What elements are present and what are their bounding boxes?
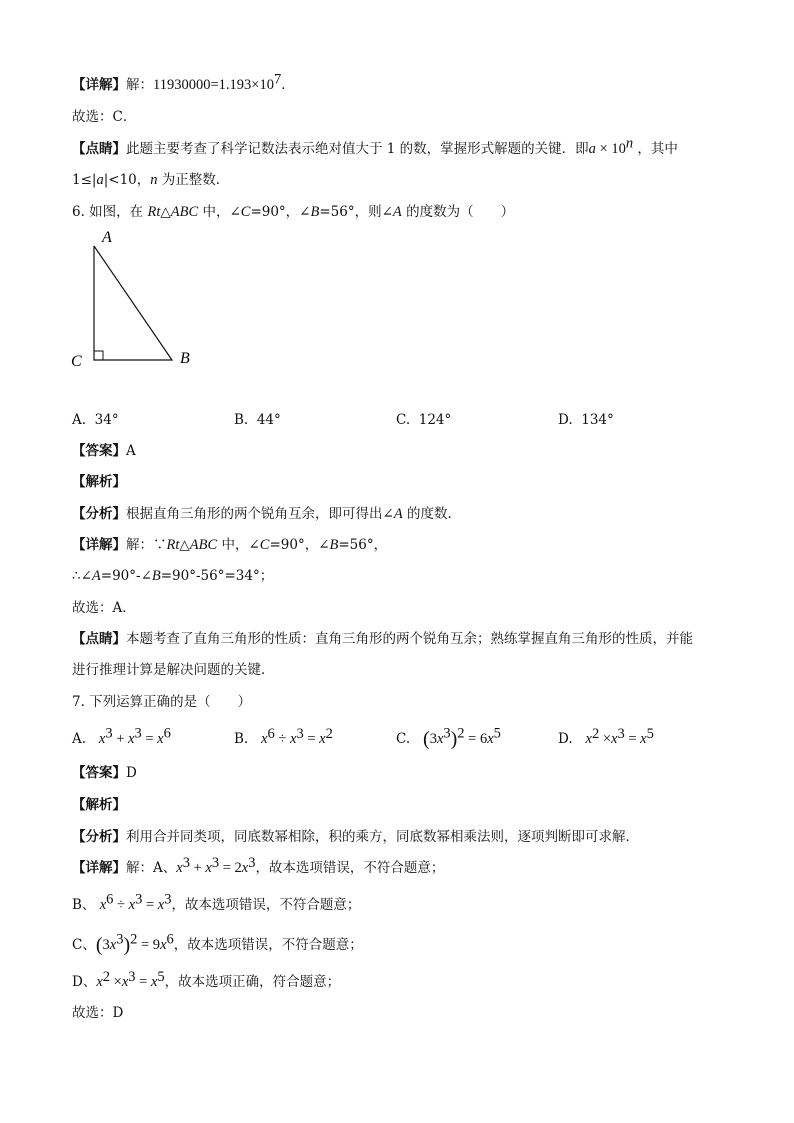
math-x: x	[157, 897, 165, 913]
detail-part: 解：∵	[126, 537, 167, 553]
math-exp: 3	[128, 969, 136, 986]
math-coef: 3	[102, 937, 110, 953]
q7-number: 7.	[72, 694, 85, 710]
q6-c: C	[240, 204, 251, 220]
math-x: x	[585, 731, 592, 747]
q7-detail-b	[72, 891, 361, 914]
q6-option-c[interactable]	[396, 411, 451, 429]
math-exp: 2	[102, 969, 111, 986]
math-exp: 6	[106, 891, 114, 908]
math-x: x	[160, 937, 167, 953]
detail-part: =90°，∠	[269, 537, 330, 553]
math-eq: =	[303, 731, 320, 747]
q7-detail-a	[72, 855, 445, 877]
option-letter: A.	[72, 731, 87, 747]
detail-part: =56°，	[338, 537, 388, 553]
comment-tag: 【点睛】	[72, 631, 126, 647]
math-exp: 3	[443, 725, 451, 742]
math-x: x	[98, 731, 106, 747]
math-exp: 3	[211, 855, 220, 872]
q7-detail-d	[72, 969, 341, 991]
math-exp: 3	[116, 931, 124, 948]
q7-option-c[interactable]	[396, 725, 501, 750]
math-exp: 6	[166, 931, 174, 948]
analyze-text: 根据直角三角形的两个锐角互余，即可得出∠	[126, 506, 394, 522]
detail-tag: 【详解】	[72, 537, 126, 553]
q6-rt: Rt	[147, 204, 161, 220]
q6-comment-line2: 进行推理计算是解决问题的关键．	[72, 662, 275, 678]
math-x: x	[150, 974, 158, 990]
jie-label: 解：	[126, 77, 153, 93]
option-value: 34°	[94, 412, 119, 428]
q6-stem-part: =56°，则∠	[319, 204, 393, 220]
q5-times: ×10	[251, 77, 274, 93]
math-x: x	[487, 731, 494, 747]
q7-detail-c	[72, 931, 363, 956]
math-eq: =	[464, 731, 480, 747]
math-op: ×	[599, 731, 612, 747]
detail-abc: ABC	[189, 537, 218, 553]
q5-comment-n: n	[625, 135, 634, 152]
analyze-text-end: 的度数．	[402, 506, 461, 522]
q6-option-b[interactable]	[234, 411, 281, 429]
q6-comment-line1	[72, 630, 693, 648]
math-x: x	[128, 731, 135, 747]
option-letter: B.	[234, 412, 249, 428]
math-paren: (	[423, 728, 430, 750]
vertex-label-a: A	[102, 229, 112, 246]
math-x: x	[611, 731, 618, 747]
q6-a: A	[392, 204, 402, 220]
detail-triangle-symbol: △	[179, 537, 190, 553]
detail-part: 中，∠	[217, 537, 260, 553]
q6-therefore	[72, 567, 273, 585]
q6-triangle-symbol: △	[160, 204, 171, 220]
q7-stem-text: 下列运算正确的是（ ）	[84, 694, 252, 710]
q5-range-end: 为正整数．	[157, 172, 230, 188]
detail-part: 解：A、	[126, 860, 177, 876]
math-x: x	[109, 937, 117, 953]
q6-abc: ABC	[170, 204, 199, 220]
math-eq: =	[624, 731, 641, 747]
right-angle-mark	[94, 351, 103, 360]
q6-analysis-tag: 【解析】	[72, 474, 126, 490]
math-x: x	[640, 731, 647, 747]
comment-tag: 【点睛】	[72, 141, 126, 157]
math-coef: 3	[429, 731, 437, 747]
math-x: x	[205, 860, 212, 876]
detail-tag: 【详解】	[72, 860, 126, 876]
therefore-part: ∴∠	[72, 568, 92, 584]
math-exp: 3	[296, 726, 304, 743]
math-x: x	[128, 897, 136, 913]
math-x: x	[261, 731, 268, 747]
therefore-a: A	[91, 568, 101, 584]
detail-part: ，故本选项错误，不符合题意；	[171, 897, 361, 913]
vertex-label-c: C	[71, 353, 82, 370]
analyze-tag: 【分析】	[72, 506, 126, 522]
math-paren: )	[450, 728, 458, 750]
q5-comment-tail: ，其中	[633, 141, 678, 157]
comment-text: 本题考查了直角三角形的性质：直角三角形的两个锐角互余；熟练掌握直角三角形的性质，并能	[126, 631, 693, 647]
math-exp: 3	[135, 891, 143, 908]
therefore-b: B	[151, 568, 161, 584]
math-exp: 5	[646, 726, 654, 743]
math-op: +	[112, 731, 129, 747]
detail-part: C、	[72, 937, 96, 953]
math-paren: (	[95, 934, 103, 956]
q5-lhs: 11930000	[153, 77, 211, 93]
q6-answer	[72, 442, 136, 460]
math-exp: 5	[493, 725, 501, 742]
triangle-figure	[62, 222, 202, 372]
q5-mantissa: 1.193	[218, 77, 252, 93]
therefore-part: =90°-56°=34°；	[160, 568, 274, 584]
math-op: ÷	[274, 731, 290, 747]
math-eq: =	[142, 897, 158, 913]
detail-part: ，故本选项错误，不符合题意；	[255, 860, 445, 876]
answer-tag: 【答案】	[72, 443, 126, 459]
math-x: x	[121, 974, 129, 990]
q7-option-d[interactable]	[558, 726, 654, 748]
math-eq: =	[141, 731, 158, 747]
math-x: x	[157, 731, 164, 747]
q6-analyze	[72, 505, 461, 523]
q7-answer	[72, 764, 137, 782]
q6-b: B	[310, 204, 320, 220]
math-exp: 3	[134, 725, 142, 742]
q5-comment-text: 此题主要考查了科学记数法表示绝对值大于 1 的数，掌握形式解题的关键．即	[126, 141, 589, 157]
therefore-part: =90°-∠	[100, 568, 152, 584]
math-x: x	[436, 731, 444, 747]
q5-detail-line	[72, 71, 295, 94]
math-x: x	[99, 897, 107, 913]
math-exp: 6	[267, 726, 275, 743]
option-letter: D.	[558, 731, 573, 747]
math-exp: 2	[457, 725, 465, 742]
q5-eq: =	[210, 77, 219, 93]
answer-value: A	[126, 443, 136, 459]
math-exp: 3	[164, 891, 172, 908]
math-exp: 3	[105, 725, 113, 742]
q7-stem	[72, 693, 251, 711]
q6-choice: 故选：A．	[72, 600, 136, 616]
math-eq: = 2	[219, 860, 242, 876]
q6-stem-part: =90°，∠	[250, 204, 311, 220]
math-exp: 3	[182, 855, 190, 872]
q6-option-a[interactable]	[72, 411, 119, 429]
detail-part: ，故本选项错误，不符合题意；	[173, 937, 363, 953]
q5-comment-times10: × 10	[595, 141, 626, 157]
q6-number: 6.	[72, 204, 85, 220]
math-op: +	[189, 860, 206, 876]
option-letter: A.	[72, 412, 87, 428]
option-letter: B.	[234, 731, 249, 747]
math-exp: 2	[325, 726, 333, 743]
q5-end: ．	[281, 77, 295, 93]
q7-choice: 故选：D	[72, 1005, 124, 1021]
math-exp: 2	[591, 726, 600, 743]
math-x: x	[176, 860, 183, 876]
analyze-tag: 【分析】	[72, 829, 126, 845]
detail-part: ，故本选项正确，符合题意；	[164, 974, 341, 990]
answer-tag: 【答案】	[72, 765, 126, 781]
q6-stem-part: 的度数为（ ）	[401, 204, 515, 220]
math-exp: 6	[163, 725, 171, 742]
detail-part: B、	[72, 897, 96, 913]
option-value: 44°	[256, 412, 281, 428]
vertex-label-b: B	[180, 350, 190, 367]
math-op: ×	[110, 974, 122, 990]
detail-c: C	[259, 537, 270, 553]
q5-comment-a: a	[588, 141, 596, 157]
math-eq: = 9	[137, 937, 161, 953]
option-letter: C.	[396, 731, 411, 747]
math-op: ÷	[113, 897, 129, 913]
math-exp: 5	[157, 969, 165, 986]
q6-stem	[72, 203, 514, 221]
math-eq: =	[135, 974, 151, 990]
option-value: 124°	[418, 412, 452, 428]
q5-comment-line1	[72, 135, 678, 158]
q5-exponent: 7	[273, 71, 282, 88]
q6-option-d[interactable]	[558, 411, 614, 429]
q5-choice: 故选：C．	[72, 109, 137, 125]
q6-stem-part: 中，∠	[198, 204, 241, 220]
math-x: x	[290, 731, 297, 747]
answer-value: D	[126, 765, 137, 781]
q6-detail	[72, 536, 387, 554]
math-exp: 3	[617, 726, 625, 743]
option-value: 134°	[581, 412, 614, 428]
q7-analysis-tag: 【解析】	[72, 797, 126, 813]
q5-comment-line2	[72, 171, 229, 189]
option-letter: D.	[558, 412, 573, 428]
math-x: x	[241, 860, 249, 876]
q5-range-pre: 1≤|	[72, 172, 97, 188]
detail-rt: Rt	[166, 537, 180, 553]
math-paren: )	[123, 934, 131, 956]
triangle-edges	[94, 246, 172, 360]
analyze-var-a: A	[393, 506, 403, 522]
math-x: x	[96, 974, 103, 990]
math-x: x	[319, 731, 326, 747]
detail-part: D、	[72, 974, 97, 990]
q7-analyze	[72, 828, 639, 846]
math-exp: 2	[130, 931, 138, 948]
q5-range-n: n	[150, 172, 158, 188]
math-exp: 3	[248, 855, 256, 872]
detail-tag: 【详解】	[72, 77, 126, 93]
analyze-text: 利用合并同类项，同底数幂相除，积的乘方，同底数幂相乘法则，逐项判断即可求解．	[126, 829, 639, 845]
q5-range-mid: |<10，	[103, 172, 151, 188]
q6-stem-part: 如图，在	[84, 204, 148, 220]
option-letter: C.	[396, 412, 411, 428]
q7-option-b[interactable]	[234, 726, 333, 748]
q7-option-a[interactable]	[72, 725, 171, 748]
detail-b: B	[329, 537, 339, 553]
math-coef: 6	[479, 731, 488, 747]
q5-range-a: a	[96, 172, 104, 188]
